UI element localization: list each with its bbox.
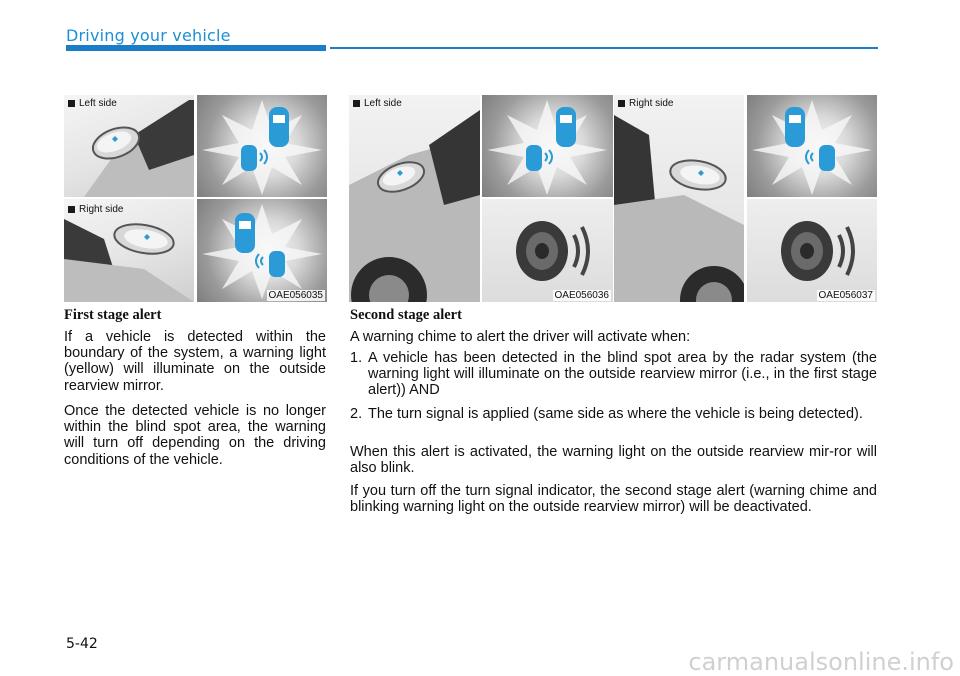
second-stage-paragraph-1: When this alert is activated, the warning light on the outside rearview mir-ror will also blink. — [350, 444, 877, 477]
radar-burst-illustration — [747, 95, 877, 197]
first-stage-paragraph-1: If a vehicle is detected within the boundary of the system, a warning light (yellow) will illuminate on the outside rearview mirror. — [64, 329, 326, 394]
section-header-title: Driving your vehicle — [66, 26, 231, 45]
radar-burst-illustration-right — [197, 199, 327, 302]
car-side-right-illustration — [614, 95, 744, 302]
figure-code: OAE056036 — [554, 290, 609, 301]
car-side-left-illustration — [349, 95, 480, 302]
page-number: 5-42 — [66, 636, 98, 652]
square-bullet-icon — [618, 100, 625, 107]
figure-code: OAE056037 — [818, 290, 873, 301]
square-bullet-icon — [68, 206, 75, 213]
speaker-chime-illustration — [747, 199, 877, 302]
figure-code: OAE056035 — [268, 290, 323, 301]
square-bullet-icon — [353, 100, 360, 107]
radar-burst-illustration-left — [197, 95, 327, 197]
figure-first-stage — [64, 95, 327, 302]
mirror-left-illustration — [64, 95, 194, 197]
figure-caption-right-side: Right side — [68, 204, 123, 215]
second-stage-intro: A warning chime to alert the driver will activate when: — [350, 329, 691, 345]
figure-caption-right-side: Right side — [618, 98, 673, 109]
figure-caption-left-side: Left side — [68, 98, 117, 109]
speaker-chime-illustration — [482, 199, 613, 302]
figure-second-stage-left — [349, 95, 613, 302]
first-stage-paragraph-2: Once the detected vehicle is no longer within the blind spot area, the warning will turn off depending on the driving conditions of the vehicle. — [64, 403, 326, 468]
second-stage-heading: Second stage alert — [350, 307, 462, 323]
radar-burst-illustration — [482, 95, 613, 197]
list-item: 2. The turn signal is applied (same side as where the vehicle is being detected). — [350, 406, 863, 422]
figure-caption-left-side: Left side — [353, 98, 402, 109]
header-divider-line — [330, 47, 878, 49]
figure-second-stage-right — [614, 95, 877, 302]
square-bullet-icon — [68, 100, 75, 107]
first-stage-heading: First stage alert — [64, 307, 162, 323]
second-stage-paragraph-2: If you turn off the turn signal indicator, the second stage alert (warning chime and blinking warning light on the outside rearview mirror) will be deactivated. — [350, 483, 877, 516]
list-item: 1. A vehicle has been detected in the blind spot area by the radar system (the warning light will illuminate on the outside rearview mirror (i.e., in the first stage alert)) AND — [350, 350, 877, 399]
header-accent-bar — [66, 45, 326, 51]
watermark: carmanualsonline.info — [688, 648, 954, 676]
